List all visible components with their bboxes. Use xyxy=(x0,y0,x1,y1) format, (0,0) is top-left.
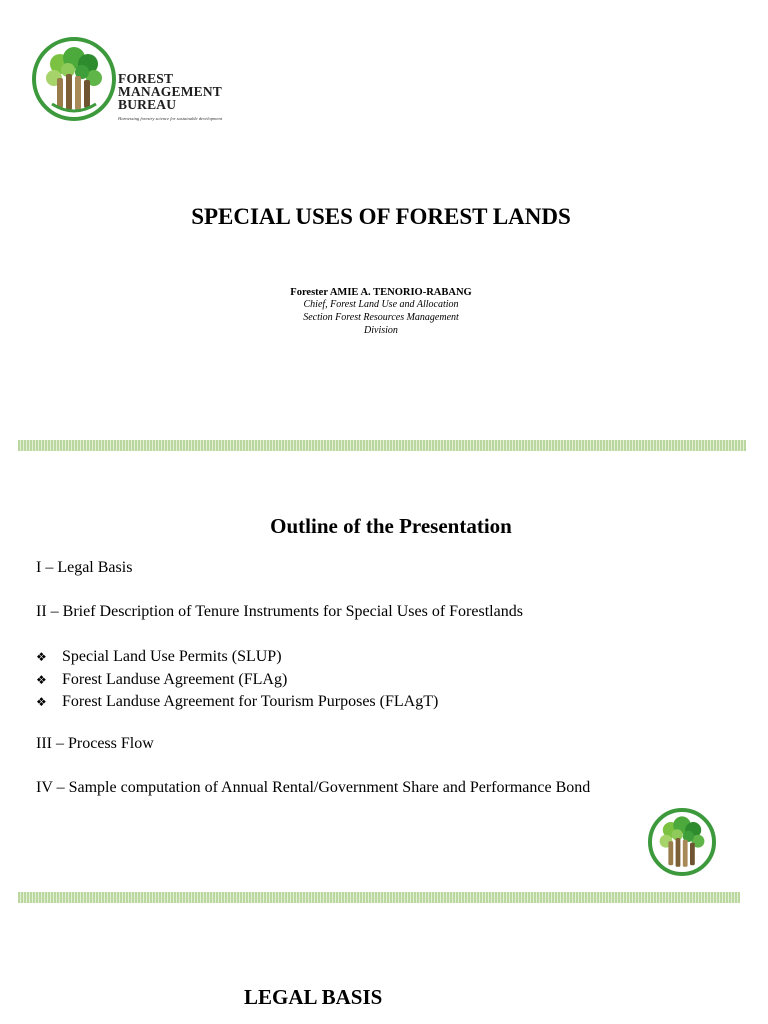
outline-item-sample-computation: IV – Sample computation of Annual Rental/Government Share and Performance Bond xyxy=(36,779,591,796)
fmb-emblem-icon xyxy=(30,34,118,124)
bullet-text: Forest Landuse Agreement for Tourism Purposes (FLAgT) xyxy=(62,693,439,711)
author-role-line-3: Division xyxy=(364,325,398,336)
slide-divider xyxy=(18,892,740,903)
logo-text-forest: FOREST xyxy=(118,71,174,86)
bullet-text: Forest Landuse Agreement (FLAg) xyxy=(62,670,288,688)
author-role-line-2: Section Forest Resources Management xyxy=(303,312,459,323)
bullet-list xyxy=(36,646,438,714)
page-title: SPECIAL USES OF FOREST LANDS xyxy=(191,204,571,229)
list-item xyxy=(36,669,438,692)
list-item xyxy=(36,691,438,714)
author-name: Forester AMIE A. TENORIO-RABANG xyxy=(290,287,472,298)
section-heading: LEGAL BASIS xyxy=(244,985,383,1009)
slide-divider xyxy=(18,440,746,451)
list-item xyxy=(36,646,438,669)
logo-text-management: MANAGEMENT xyxy=(118,84,222,99)
logo-text-bureau: BUREAU xyxy=(118,97,177,112)
outline-heading: Outline of the Presentation xyxy=(270,514,512,538)
author-block xyxy=(0,287,762,337)
bullet-text: Special Land Use Permits (SLUP) xyxy=(62,648,282,666)
diamond-flower-icon: ❖ xyxy=(36,672,47,687)
fmb-emblem-small-icon xyxy=(646,806,718,878)
fmb-logo xyxy=(30,34,245,124)
logo-tagline: Harnessing forestry science for sustainable development xyxy=(118,116,223,121)
outline-item-process-flow: III – Process Flow xyxy=(36,735,154,752)
author-role-line-1: Chief, Forest Land Use and Allocation xyxy=(303,299,459,310)
diamond-flower-icon: ❖ xyxy=(36,695,47,710)
outline-item-tenure-instruments: II – Brief Description of Tenure Instruments for Special Uses of Forestlands xyxy=(36,603,523,620)
diamond-flower-icon: ❖ xyxy=(36,650,47,665)
outline-item-legal-basis: I – Legal Basis xyxy=(36,559,133,576)
